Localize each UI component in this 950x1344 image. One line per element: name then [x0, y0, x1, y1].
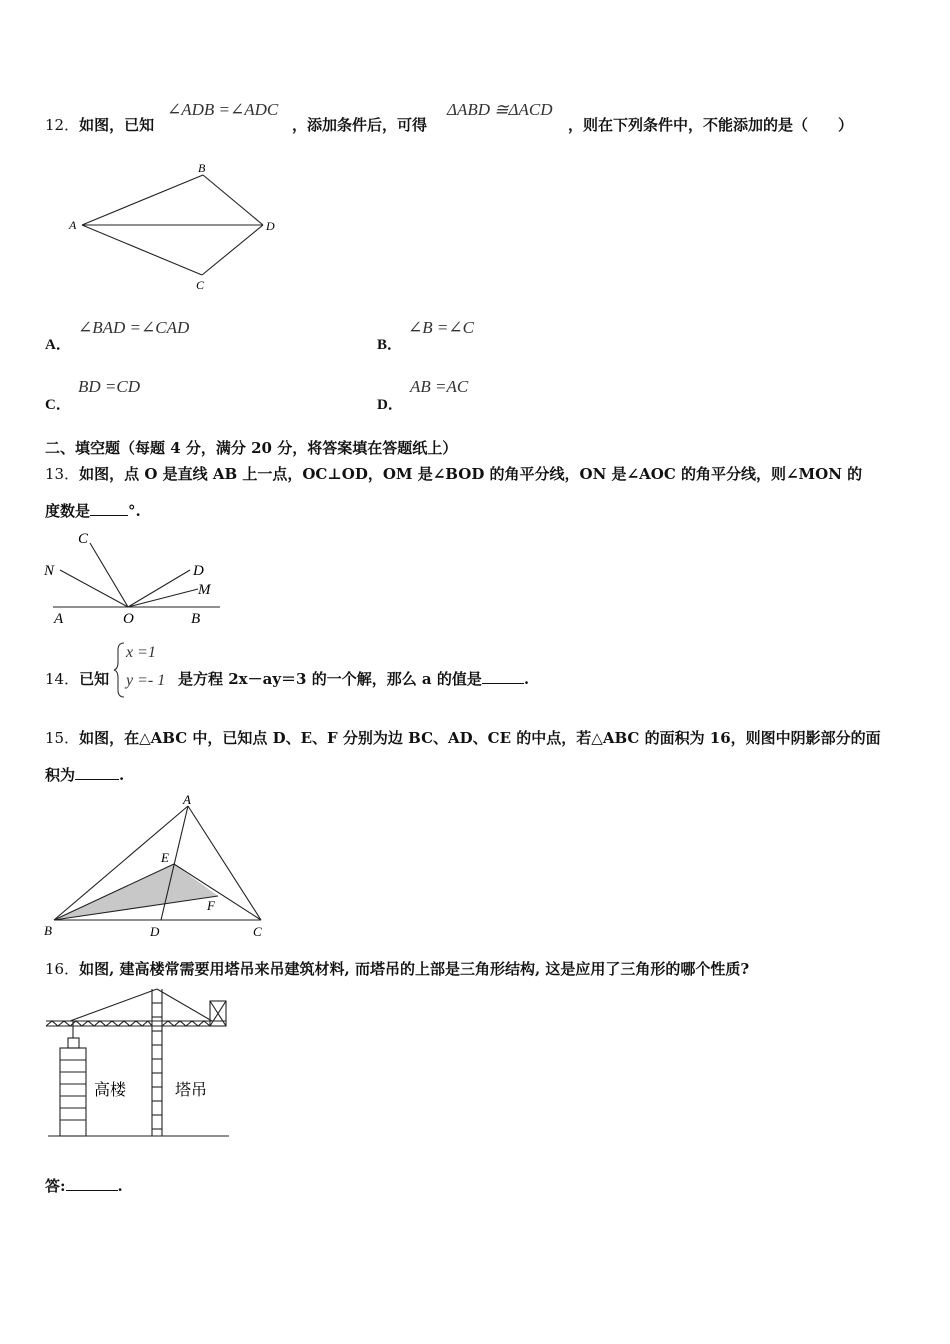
option-c-math: BD =CD: [78, 377, 140, 396]
answer-after: .: [117, 1177, 123, 1195]
q13-text: 如图，点 O 是直线 AB 上一点，OC⊥OD，OM 是∠BOD 的角平分线，ON 是∠AOC 的角平分线，则∠MON 的: [79, 465, 863, 483]
label-D: D: [193, 563, 204, 579]
option-c-label: C．: [45, 397, 71, 413]
q14-text-middle: 是方程 2x－ay＝3 的一个解，那么 a 的值是: [178, 670, 482, 688]
q12-stem: [45, 115, 154, 135]
label-A: A: [183, 792, 191, 807]
q12-figure: [60, 155, 290, 295]
option-a-label: A．: [45, 337, 71, 353]
crane-label: 塔吊: [175, 1080, 208, 1099]
q14-text-after: .: [523, 670, 530, 688]
label-N: N: [44, 563, 55, 579]
q12-congruence-math: ΔABD ≅ΔACD: [447, 100, 553, 119]
q15-line2: [45, 765, 124, 785]
answer-label: 答:: [45, 1177, 66, 1195]
q14-rest: [178, 669, 529, 689]
label-M: M: [198, 582, 211, 598]
answer-blank[interactable]: [66, 1176, 118, 1191]
label-D: D: [150, 924, 160, 939]
option-d-math: AB =AC: [410, 377, 469, 396]
system-line-2: y =- 1: [126, 672, 166, 689]
system-brace-icon: [113, 642, 127, 698]
label-C: C: [253, 924, 262, 939]
label-F: F: [207, 898, 215, 913]
label-B: B: [198, 161, 206, 175]
shaded-triangle: [54, 864, 218, 920]
answer-blank[interactable]: [482, 669, 524, 684]
label-B: B: [44, 923, 52, 938]
q15-text-after: .: [119, 766, 125, 784]
label-O: O: [123, 611, 134, 627]
q12-text-middle: ，添加条件后，可得: [292, 116, 428, 134]
q16-answer-line: [45, 1176, 123, 1196]
q13-line2: [45, 501, 141, 521]
label-E: E: [161, 850, 169, 865]
q16-stem: [45, 959, 749, 979]
q12-text-before: 如图，已知: [79, 116, 155, 134]
label-C: C: [196, 278, 205, 292]
building-label: 高楼: [94, 1080, 127, 1099]
q13-text-after: °.: [128, 502, 141, 520]
q12-given-math: ∠ADB =∠ADC: [167, 100, 279, 119]
q13-text-before: 度数是: [45, 502, 91, 520]
label-A: A: [54, 611, 64, 627]
question-number: 13．: [45, 465, 80, 483]
question-number: 16．: [45, 960, 80, 978]
option-b-math: ∠B =∠C: [408, 318, 474, 337]
label-A: A: [69, 218, 77, 232]
q15-figure: [40, 790, 275, 940]
q13-figure: [40, 525, 225, 630]
q13-line1: [45, 464, 862, 484]
answer-blank[interactable]: [75, 765, 119, 780]
label-C: C: [78, 531, 89, 547]
option-a-math: ∠BAD =∠CAD: [78, 318, 190, 337]
q14-text-before: 已知: [79, 670, 110, 688]
label-B: B: [191, 611, 201, 627]
q16-text: 如图, 建高楼常需要用塔吊来吊建筑材料, 而塔吊的上部是三角形结构, 这是应用了三角形的哪个性质?: [79, 960, 750, 978]
q15-text-before: 积为: [45, 766, 76, 784]
question-number: 12．: [45, 116, 80, 134]
q12-text-after: ，则在下列条件中，不能添加的是（ ）: [568, 116, 854, 134]
answer-blank[interactable]: [90, 501, 128, 516]
system-line-1: x =1: [126, 644, 156, 661]
q15-text: 如图，在△ABC 中，已知点 D、E、F 分别为边 BC、AD、CE 的中点，若△ABC 的面积为 16，则图中阴影部分的面: [79, 729, 881, 747]
section-title: 二、填空题（每题 4 分，满分 20 分，将答案填在答题纸上）: [45, 439, 458, 457]
label-D: D: [266, 219, 275, 233]
question-number: 15．: [45, 729, 80, 747]
option-b-label: B．: [377, 337, 403, 353]
option-d-label: D．: [377, 397, 403, 413]
question-number: 14．: [45, 670, 80, 688]
q16-crane-figure: [40, 985, 235, 1140]
q15-line1: [45, 728, 881, 748]
q14-stem: [45, 669, 109, 689]
